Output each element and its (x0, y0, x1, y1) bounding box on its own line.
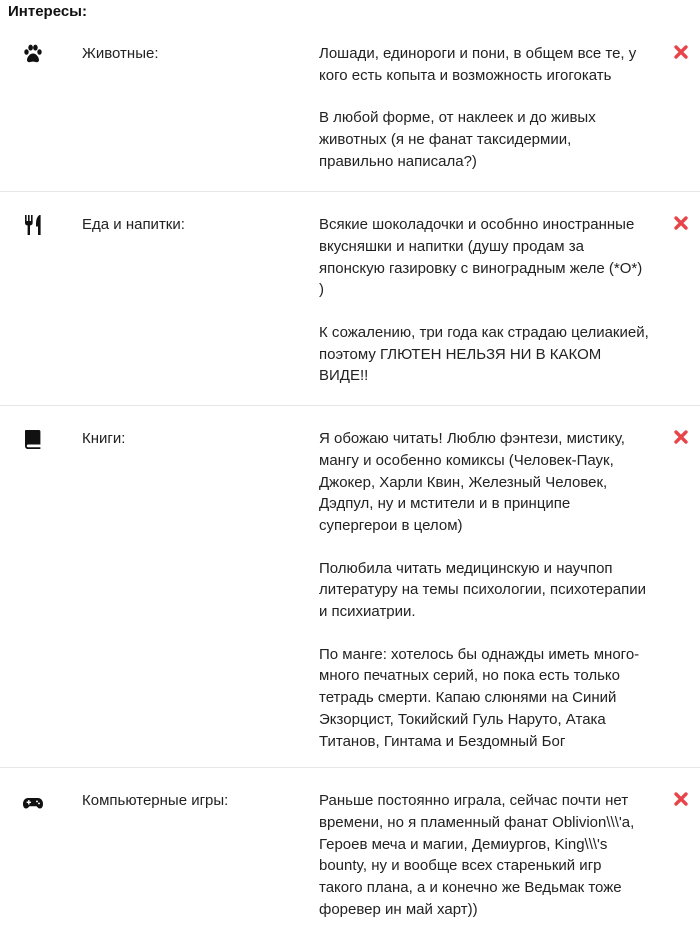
description-paragraph: Лошади, единороги и пони, в общем все те, у кого есть копыта и возможность игогокать (319, 45, 637, 84)
cutlery-icon (22, 214, 44, 236)
category-label: Еда и напитки: (82, 216, 185, 233)
description-paragraph: По манге: хотелось бы однажды иметь много-много печатных серий, но пока есть только тетрадь смерти. Капаю слюнями на Синий Экзорцист, Токийский Гуль Наруто, Атака Титанов, Гинтама и Бездомный Бог (319, 645, 640, 750)
description-paragraph: В любой форме, от наклеек и до живых животных (я не фанат таксидермии, правильно написала?) (319, 109, 596, 170)
book-icon (22, 428, 44, 450)
description-paragraph: К сожалению, три года как страдаю целиакией, поэтому ГЛЮТЕН НЕЛЬЗЯ НИ В КАКОМ ВИДЕ!! (319, 323, 649, 385)
interest-description (319, 43, 649, 173)
description-paragraph: Я обожаю читать! Люблю фэнтези, мистику, мангу и особенно комиксы (Человек-Паук, Джокер, Харли Квин, Железный Человек, Дэдпул, ну и мстители и в принципе супергерои в целом) (319, 430, 625, 535)
remove-icon[interactable] (673, 429, 689, 445)
section-title: Интересы: (8, 3, 87, 20)
category-label: Животные: (82, 45, 159, 62)
remove-icon[interactable] (673, 791, 689, 807)
interest-row-food (0, 192, 700, 406)
interest-description (319, 790, 649, 921)
interest-row-animals (0, 26, 700, 192)
remove-icon[interactable] (673, 44, 689, 60)
interest-description (319, 428, 649, 753)
description-paragraph: Полюбила читать медицинскую и научпоп литературу на темы психологии, психотерапии и психиатрии. (319, 559, 646, 621)
gamepad-icon (22, 792, 44, 814)
paw-icon (22, 43, 44, 65)
remove-icon[interactable] (673, 215, 689, 231)
interest-row-books (0, 406, 700, 768)
interest-list (0, 26, 700, 926)
category-label: Компьютерные игры: (82, 792, 229, 809)
interest-description (319, 214, 649, 387)
category-label: Книги: (82, 430, 126, 447)
description-paragraph: Всякие шоколадочки и особнно иностранные вкусняшки и напитки (душу продам за японскую газировку с виноградным желе (*О*) ) (319, 216, 643, 299)
description-paragraph: Раньше постоянно играла, сейчас почти нет времени, но я пламенный фанат Oblivion\\\'а, Героев меча и магии, Демиургов, King\\\'s bounty, ну и вообще всех старенький игр такого плана, а и конечно же Ведьмак тоже форевер ин май харт)) (319, 792, 635, 918)
interest-row-games (0, 768, 700, 926)
